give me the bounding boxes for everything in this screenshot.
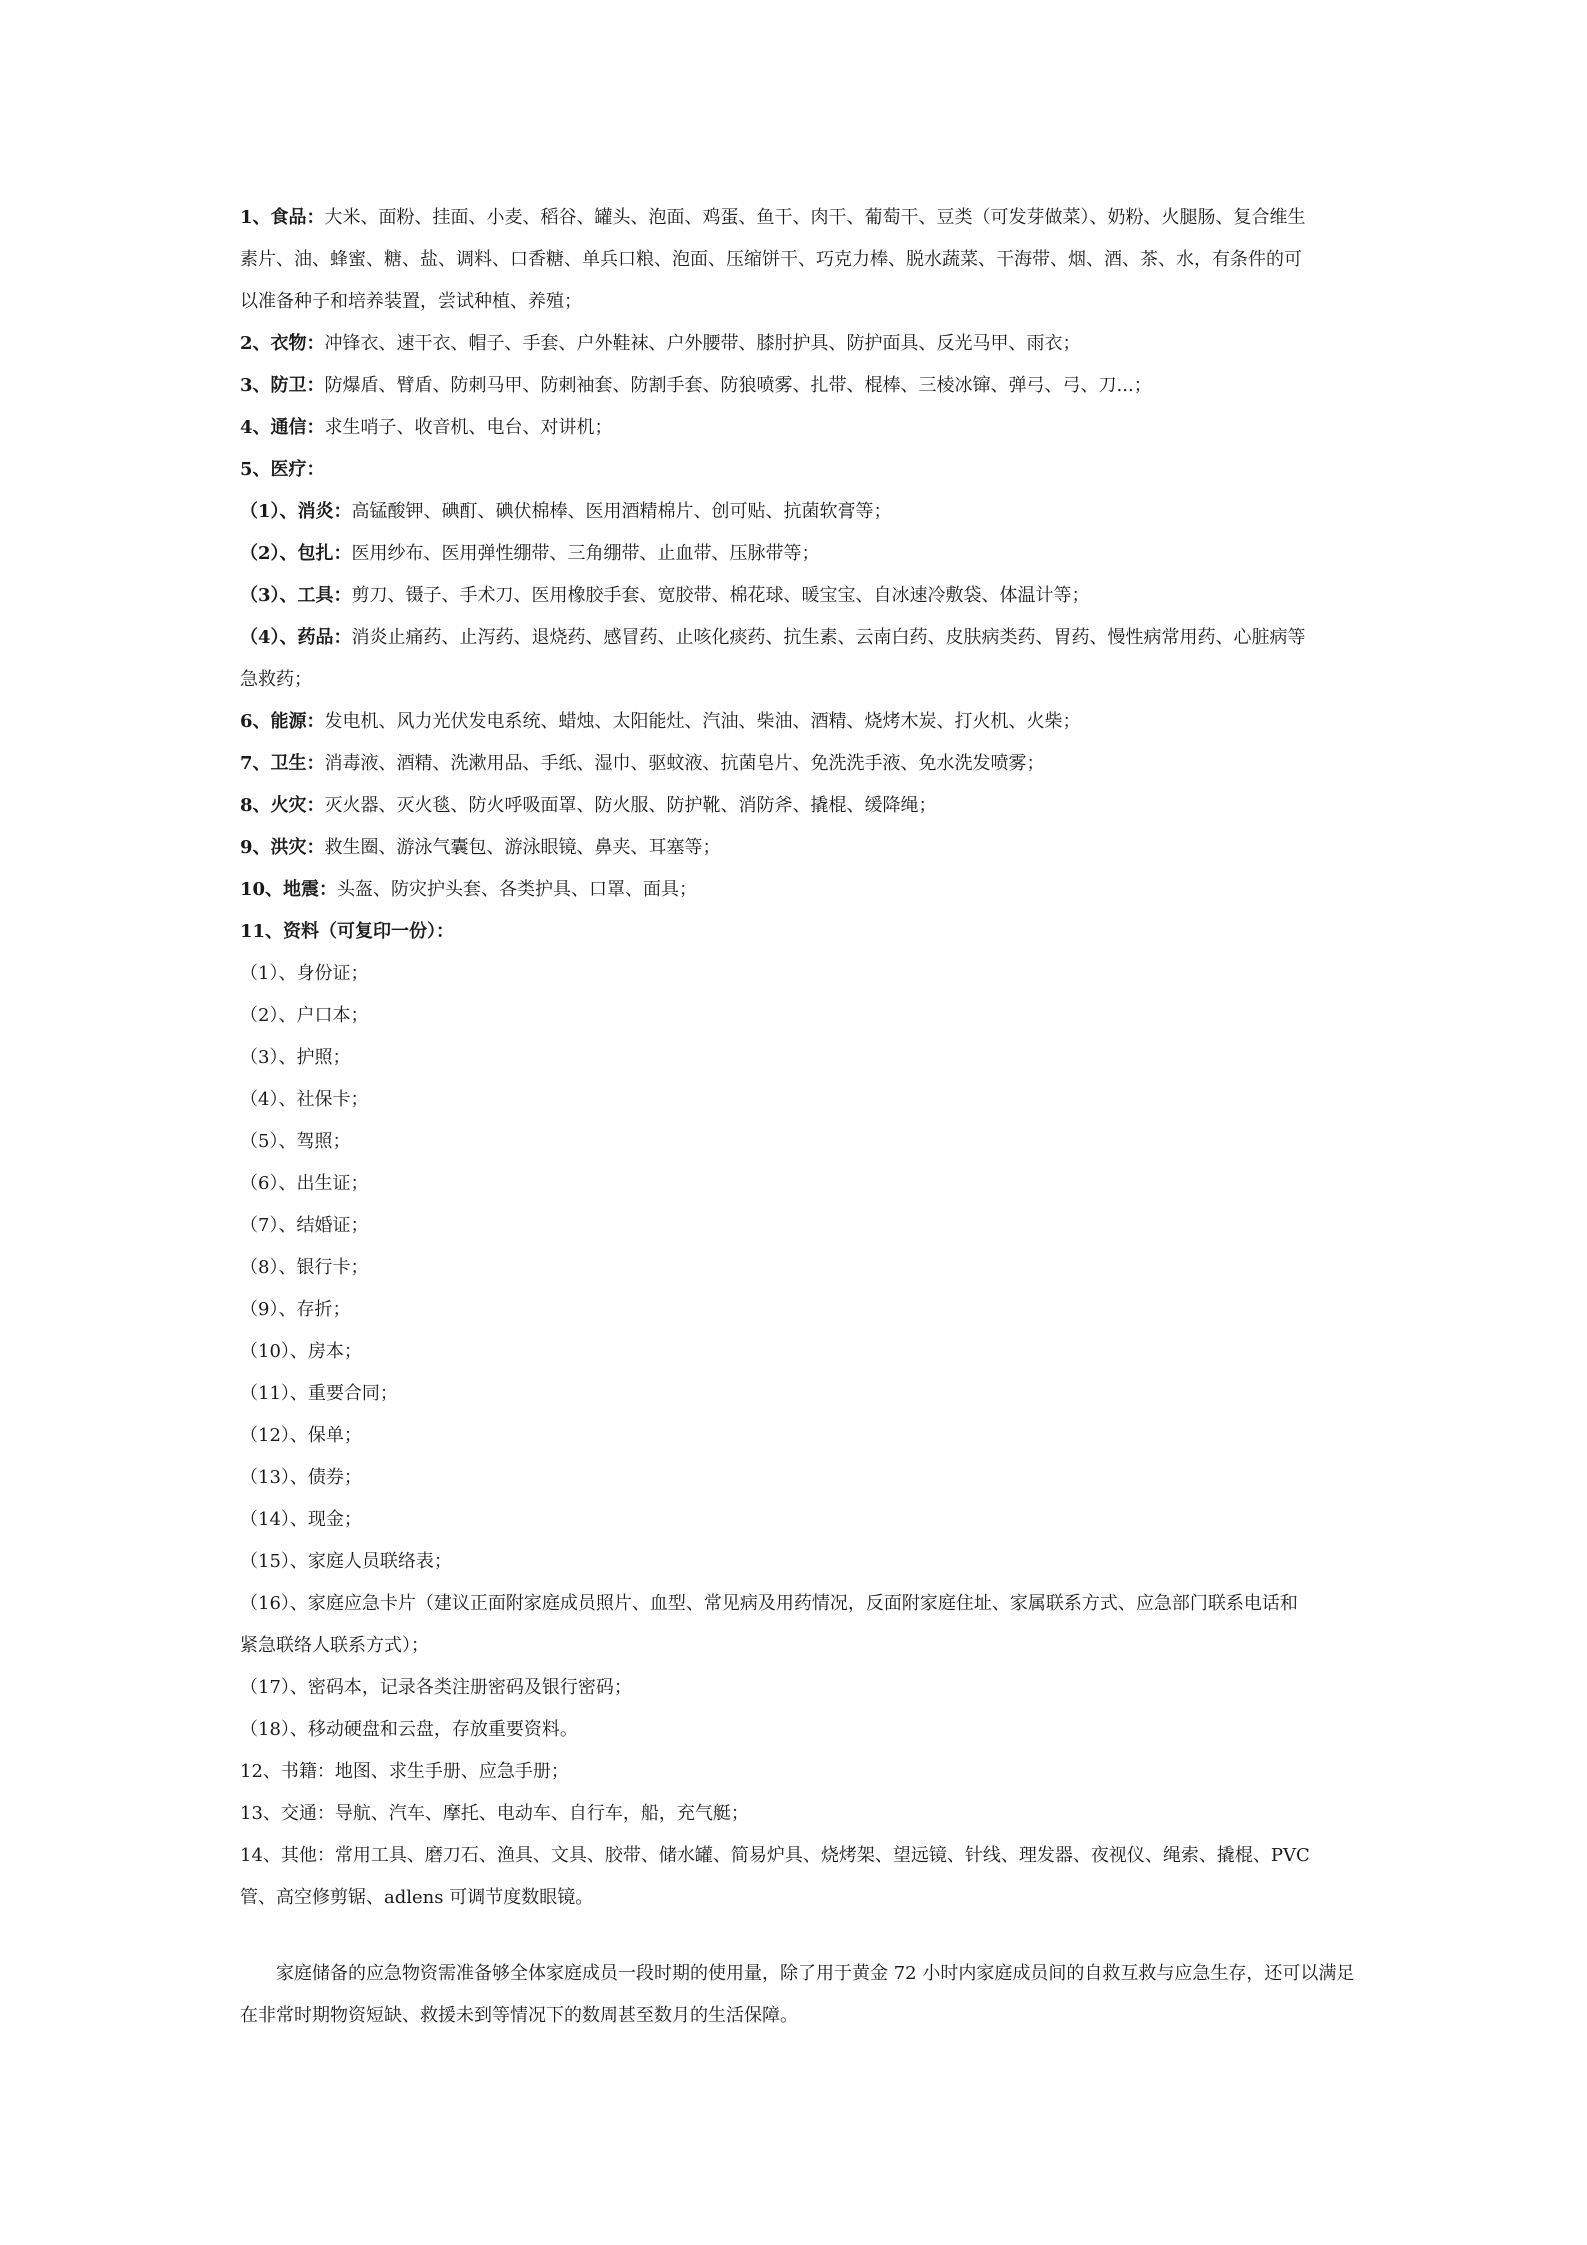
- item-text: 灭火器、灭火毯、防火呼吸面罩、防火服、防护靴、消防斧、撬棍、缓降绳；: [324, 795, 937, 816]
- list-line: [240, 1751, 1360, 1793]
- item-text: （1）、身份证；: [240, 963, 369, 984]
- list-line: [240, 1247, 1360, 1289]
- item-text: （5）、驾照；: [240, 1131, 351, 1152]
- item-label: 7、卫生：: [240, 753, 325, 774]
- list-line: [240, 407, 1360, 449]
- list-line: [240, 659, 1360, 701]
- item-text: （2）、户口本；: [240, 1005, 369, 1026]
- list-line: [240, 281, 1360, 323]
- item-text: （16）、家庭应急卡片（建议正面附家庭成员照片、血型、常见病及用药情况，反面附家庭住址、家属联系方式、应急部门联系电话和: [240, 1593, 1298, 1614]
- list-line: [240, 239, 1360, 281]
- item-text: 以准备种子和培养装置，尝试种植、养殖；: [240, 291, 582, 312]
- item-text: （18）、移动硬盘和云盘，存放重要资料。: [240, 1719, 578, 1740]
- list-line: [240, 1373, 1360, 1415]
- item-text: （14）、现金；: [240, 1509, 362, 1530]
- list-line: [240, 911, 1360, 953]
- item-label: 1、食品：: [240, 207, 325, 228]
- item-text: 高锰酸钾、碘酊、碘伏棉棒、医用酒精棉片、创可贴、抗菌软膏等；: [351, 501, 892, 522]
- list-line: [240, 1541, 1360, 1583]
- item-label: （4）、药品：: [240, 627, 352, 648]
- list-line: [240, 827, 1360, 869]
- item-text: （15）、家庭人员联络表；: [240, 1551, 452, 1572]
- item-text: （8）、银行卡；: [240, 1257, 369, 1278]
- item-label: 4、通信：: [240, 417, 325, 438]
- list-line: [240, 323, 1360, 365]
- list-line: [240, 617, 1360, 659]
- list-line: [240, 1331, 1360, 1373]
- item-text: 紧急联络人联系方式）；: [240, 1635, 429, 1656]
- list-line: [240, 365, 1360, 407]
- item-text: （11）、重要合同；: [240, 1383, 398, 1404]
- list-line: [240, 491, 1360, 533]
- item-label: 10、地震：: [240, 879, 338, 900]
- item-label: 3、防卫：: [240, 375, 325, 396]
- list-line: [240, 1667, 1360, 1709]
- item-label: （2）、包扎：: [240, 543, 352, 564]
- list-line: [240, 1625, 1360, 1667]
- item-text: 管、高空修剪锯、adlens 可调节度数眼镜。: [240, 1887, 594, 1908]
- list-line: [240, 701, 1360, 743]
- item-text: 医用纱布、医用弹性绷带、三角绷带、止血带、压脉带等；: [351, 543, 820, 564]
- item-text: 14、其他：常用工具、磨刀石、渔具、文具、胶带、储水罐、简易炉具、烧烤架、望远镜、针线、理发器、夜视仪、绳索、撬棍、PVC: [240, 1845, 1310, 1866]
- list-line: [240, 1499, 1360, 1541]
- item-text: （7）、结婚证；: [240, 1215, 369, 1236]
- summary-paragraph: 家庭储备的应急物资需准备够全体家庭成员一段时期的使用量，除了用于黄金 72 小时内家庭成员间的自救互救与应急生存，还可以满足在非常时期物资短缺、救援未到等情况下的数周甚至数月的生活保障。: [240, 1963, 1355, 2026]
- item-text: 求生哨子、收音机、电台、对讲机；: [324, 417, 613, 438]
- item-text: 大米、面粉、挂面、小麦、稻谷、罐头、泡面、鸡蛋、鱼干、肉干、葡萄干、豆类（可发芽做菜）、奶粉、火腿肠、复合维生: [324, 207, 1306, 228]
- item-text: （10）、房本；: [240, 1341, 362, 1362]
- item-label: 5、医疗：: [240, 459, 325, 480]
- list-line: [240, 1037, 1360, 1079]
- list-line: [240, 533, 1360, 575]
- list-line: [240, 869, 1360, 911]
- item-text: 急救药；: [240, 669, 312, 690]
- item-label: 8、火灾：: [240, 795, 325, 816]
- item-text: 12、书籍：地图、求生手册、应急手册；: [240, 1761, 569, 1782]
- supply-list: [240, 197, 1360, 1919]
- item-text: （3）、护照；: [240, 1047, 351, 1068]
- list-line: [240, 449, 1360, 491]
- item-text: 救生圈、游泳气囊包、游泳眼镜、鼻夹、耳塞等；: [324, 837, 721, 858]
- list-line: [240, 1583, 1360, 1625]
- item-text: 头盔、防灾护头套、各类护具、口罩、面具；: [337, 879, 698, 900]
- item-label: 2、衣物：: [240, 333, 325, 354]
- item-text: 发电机、风力光伏发电系统、蜡烛、太阳能灶、汽油、柴油、酒精、烧烤木炭、打火机、火柴；: [324, 711, 1081, 732]
- list-line: [240, 785, 1360, 827]
- list-line: [240, 197, 1360, 239]
- list-line: [240, 1793, 1360, 1835]
- list-line: [240, 1415, 1360, 1457]
- list-line: [240, 1289, 1360, 1331]
- item-label: （3）、工具：: [240, 585, 352, 606]
- list-line: [240, 575, 1360, 617]
- list-line: [240, 995, 1360, 1037]
- item-label: 11、资料（可复印一份）：: [240, 921, 455, 942]
- list-line: [240, 1835, 1360, 1877]
- list-line: [240, 1163, 1360, 1205]
- item-label: 6、能源：: [240, 711, 325, 732]
- item-label: 9、洪灾：: [240, 837, 325, 858]
- list-line: [240, 1877, 1360, 1919]
- item-text: 消毒液、酒精、洗漱用品、手纸、湿巾、驱蚊液、抗菌皂片、免洗洗手液、免水洗发喷雾；: [324, 753, 1045, 774]
- item-text: （4）、社保卡；: [240, 1089, 369, 1110]
- item-label: （1）、消炎：: [240, 501, 352, 522]
- item-text: 素片、油、蜂蜜、糖、盐、调料、口香糖、单兵口粮、泡面、压缩饼干、巧克力棒、脱水蔬菜、干海带、烟、酒、茶、水，有条件的可: [240, 249, 1302, 270]
- item-text: 防爆盾、臂盾、防刺马甲、防刺袖套、防割手套、防狼喷雾、扎带、棍棒、三棱冰镩、弹弓、弓、刀...；: [324, 375, 1152, 396]
- list-line: [240, 1205, 1360, 1247]
- item-text: （12）、保单；: [240, 1425, 362, 1446]
- item-text: （6）、出生证；: [240, 1173, 369, 1194]
- item-text: （9）、存折；: [240, 1299, 351, 1320]
- item-text: 冲锋衣、速干衣、帽子、手套、户外鞋袜、户外腰带、膝肘护具、防护面具、反光马甲、雨衣；: [324, 333, 1081, 354]
- list-line: [240, 1709, 1360, 1751]
- list-line: [240, 1079, 1360, 1121]
- item-text: （13）、债券；: [240, 1467, 362, 1488]
- item-text: （17）、密码本，记录各类注册密码及银行密码；: [240, 1677, 632, 1698]
- list-line: [240, 1457, 1360, 1499]
- list-line: [240, 1121, 1360, 1163]
- list-line: [240, 953, 1360, 995]
- item-text: 13、交通：导航、汽车、摩托、电动车、自行车，船，充气艇；: [240, 1803, 749, 1824]
- item-text: 剪刀、镊子、手术刀、医用橡胶手套、宽胶带、棉花球、暖宝宝、自冰速冷敷袋、体温计等；: [351, 585, 1090, 606]
- item-text: 消炎止痛药、止泻药、退烧药、感冒药、止咳化痰药、抗生素、云南白药、皮肤病类药、胃药、慢性病常用药、心脏病等: [351, 627, 1306, 648]
- list-line: [240, 743, 1360, 785]
